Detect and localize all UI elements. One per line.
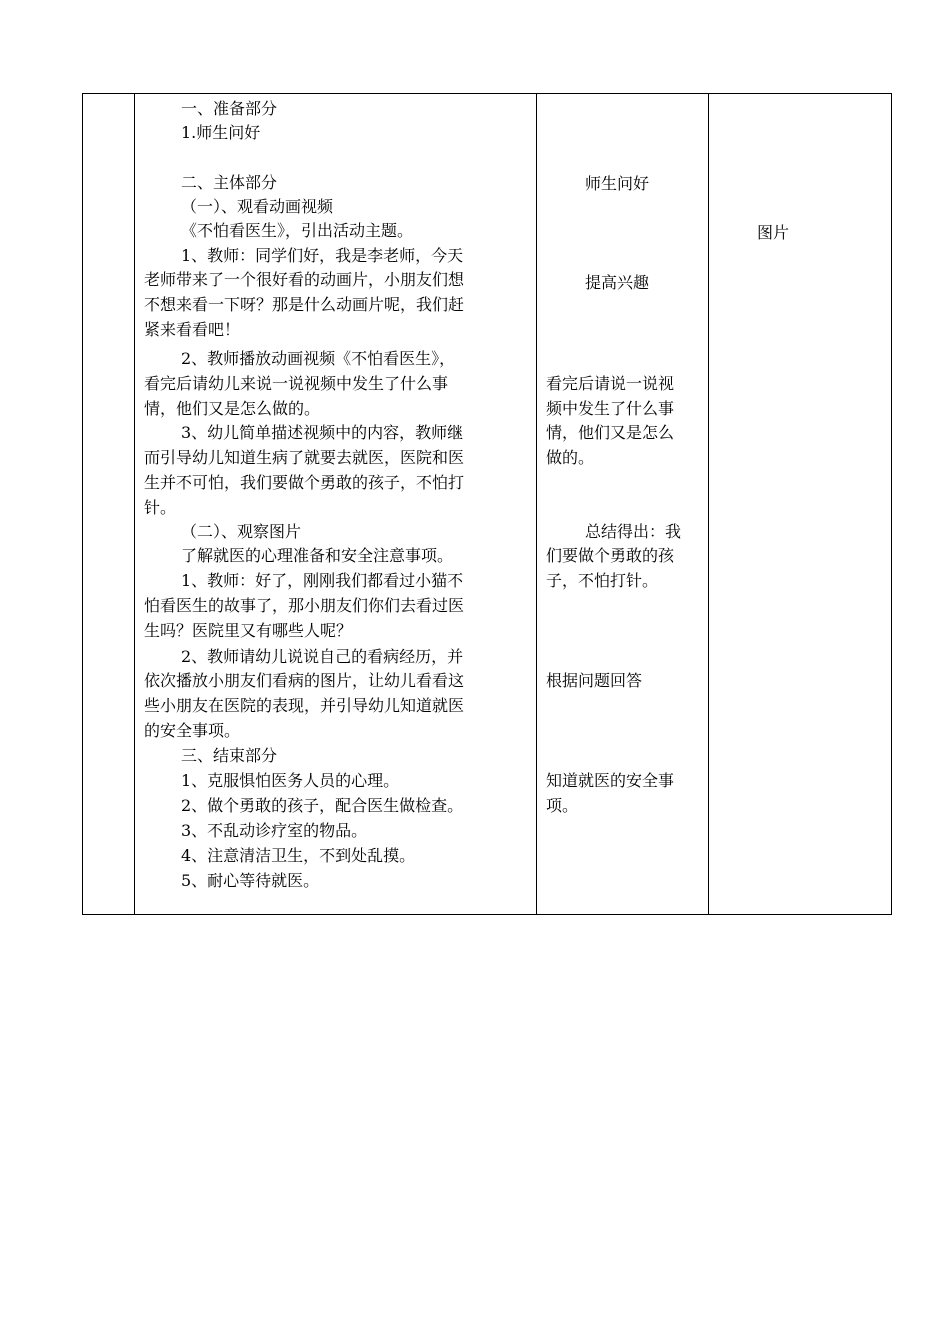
process-line: 三、结束部分 [181, 746, 278, 765]
process-line: 3、幼儿简单描述视频中的内容，教师继 [181, 423, 464, 442]
process-line: 看完后请幼儿来说一说视频中发生了什么事 [144, 374, 449, 393]
process-line: 1、教师：同学们好，我是李老师，今天 [181, 246, 464, 265]
process-line: 4、注意清洁卫生，不到处乱摸。 [181, 846, 416, 865]
process-line: 些小朋友在医院的表现，并引导幼儿知道就医 [144, 696, 465, 715]
process-line: 依次播放小朋友们看病的图片，让幼儿看看这 [144, 671, 465, 690]
process-line: 的安全事项。 [144, 721, 241, 740]
intent-line: 知道就医的安全事 [546, 771, 675, 790]
process-line: 一、准备部分 [181, 99, 278, 118]
process-line: 1、克服惧怕医务人员的心理。 [181, 771, 400, 790]
intent-line: 提高兴趣 [585, 273, 650, 292]
intent-line: 师生问好 [585, 174, 650, 193]
process-line: 而引导幼儿知道生病了就要去就医，医院和医 [144, 448, 465, 467]
empty-first-column [83, 94, 134, 914]
intent-line: 总结得出：我 [585, 522, 682, 541]
intent-line: 看完后请说一说视 [546, 374, 675, 393]
media-label: 图片 [757, 223, 790, 242]
intent-line: 情，他们又是怎么 [546, 423, 675, 442]
intent-line: 频中发生了什么事 [546, 399, 675, 418]
intent-line: 子，不怕打针。 [546, 571, 659, 590]
process-line: 紧来看看吧！ [144, 320, 241, 339]
process-line: 生并不可怕，我们要做个勇敢的孩子，不怕打 [144, 473, 465, 492]
process-line: 老师带来了一个很好看的动画片，小朋友们想 [144, 270, 465, 289]
process-line: 1.师生问好 [181, 123, 261, 142]
process-line: 3、不乱动诊疗室的物品。 [181, 821, 368, 840]
process-line: 二、主体部分 [181, 173, 278, 192]
design-intent-column [537, 94, 708, 914]
intent-line: 项。 [546, 796, 579, 815]
teaching-process-column [135, 94, 536, 914]
process-line: 情，他们又是怎么做的。 [144, 399, 321, 418]
process-line: 怕看医生的故事了，那小朋友们你们去看过医 [144, 596, 465, 615]
process-line: 2、教师播放动画视频《不怕看医生》， [181, 349, 456, 368]
process-line: 1、教师：好了，刚刚我们都看过小猫不 [181, 571, 464, 590]
process-line: 不想来看一下呀？那是什么动画片呢，我们赶 [144, 295, 465, 314]
process-line: （二）、观察图片 [181, 522, 302, 541]
process-line: 2、教师请幼儿说说自己的看病经历，并 [181, 647, 464, 666]
process-line: 生吗？医院里又有哪些人呢？ [144, 621, 353, 640]
lesson-plan-table [82, 93, 892, 915]
process-line: （一）、观看动画视频 [181, 197, 334, 216]
process-line: 2、做个勇敢的孩子，配合医生做检查。 [181, 796, 464, 815]
process-line: 《不怕看医生》，引出活动主题。 [181, 221, 414, 240]
process-line: 针。 [144, 498, 177, 517]
intent-line: 做的。 [546, 448, 595, 467]
intent-line: 根据问题回答 [546, 671, 643, 690]
process-line: 了解就医的心理准备和安全注意事项。 [181, 546, 454, 565]
intent-line: 们要做个勇敢的孩 [546, 546, 675, 565]
media-column [709, 94, 891, 914]
process-line: 5、耐心等待就医。 [181, 871, 320, 890]
